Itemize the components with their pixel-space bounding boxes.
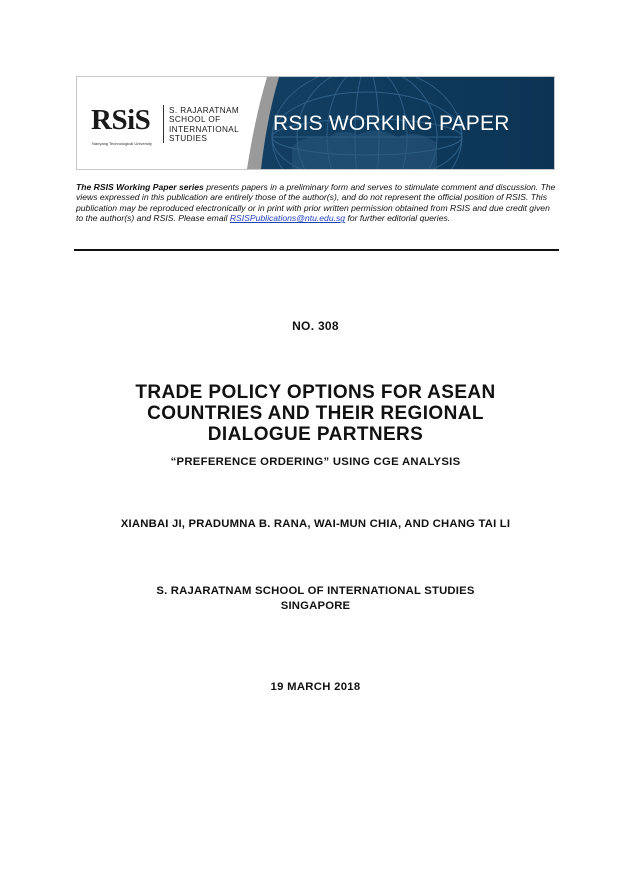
email-link[interactable]: RSISPublications@ntu.edu.sg xyxy=(229,213,346,224)
title-line: DIALOGUE PARTNERS xyxy=(207,424,424,445)
paper-subtitle: “PREFERENCE ORDERING” USING CGE ANALYSIS xyxy=(170,456,461,468)
series-disclaimer xyxy=(76,182,558,224)
title-line: COUNTRIES AND THEIR REGIONAL xyxy=(147,403,484,424)
logo-divider xyxy=(163,105,164,143)
logo-university-text: Nanyang Technological University xyxy=(92,141,152,146)
institution-line: SINGAPORE xyxy=(280,600,351,612)
series-name: The RSIS Working Paper series xyxy=(76,182,204,192)
logo-wordmark: RSiS xyxy=(91,104,151,136)
rsis-logo xyxy=(77,77,267,169)
institution xyxy=(0,584,631,614)
publication-date: 19 MARCH 2018 xyxy=(270,681,361,693)
disclaimer-text-1: presents papers in a preliminary form and serves to stimulate comment and discussion. The views expressed in this publication are entirely those of the author(s), and do not represent the official position of RSIS. This publication may be reproduced electronically or in print with prior written permission obtained from RSIS and due credit given to the author(s) and RSIS. Please email xyxy=(76,182,556,224)
paper-number: NO. 308 xyxy=(292,319,339,333)
paper-title xyxy=(0,382,631,445)
paper-authors: XIANBAI JI, PRADUMNA B. RANA, WAI-MUN CHIA, AND CHANG TAI LI xyxy=(120,518,511,530)
rsis-banner xyxy=(76,76,555,170)
series-title: RSIS WORKING PAPER xyxy=(273,112,510,135)
institution-line: S. RAJARATNAM SCHOOL OF INTERNATIONAL STUDIES xyxy=(156,585,475,597)
header-divider xyxy=(74,249,559,251)
disclaimer-text-2: for further editorial queries. xyxy=(345,213,451,224)
title-line: TRADE POLICY OPTIONS FOR ASEAN xyxy=(135,382,496,403)
logo-school-name: S. RAJARATNAM SCHOOL OF INTERNATIONAL STUDIES xyxy=(169,106,240,144)
